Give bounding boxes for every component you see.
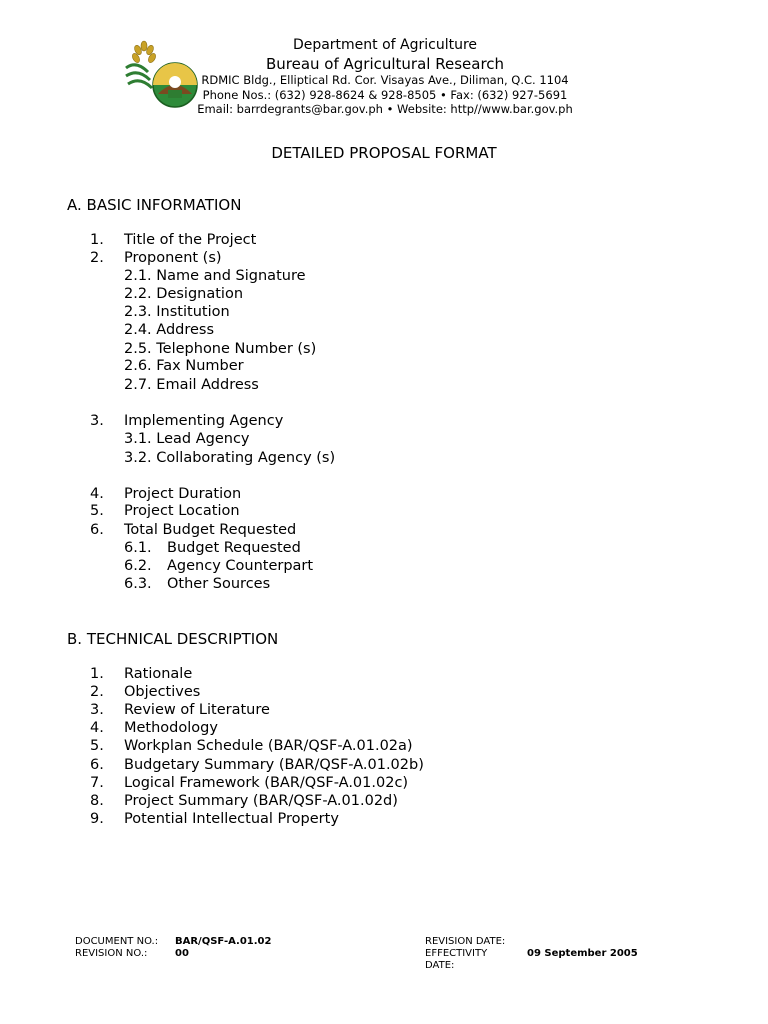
email-website: Email: barrdegrants@bar.gov.ph • Website: http//www.bar.gov.ph [197, 102, 573, 116]
sub-list-item: 2.4. Address [124, 322, 215, 338]
list-item: 6. Budgetary Summary (BAR/QSF-A.01.02b) [90, 757, 424, 773]
list-item: 6. Total Budget Requested [90, 522, 297, 538]
list-item: 4. Project Duration [90, 486, 242, 502]
department-name: Department of Agriculture [292, 37, 478, 53]
list-item: 1. Rationale [90, 666, 193, 682]
rev-no-label: REVISION NO.: [75, 948, 148, 959]
sub-list-item: 3.2. Collaborating Agency (s) [124, 450, 336, 466]
sub-list-item: 6.3. Other Sources [124, 576, 271, 592]
doc-no-label: DOCUMENT NO.: [75, 936, 159, 947]
sub-list-item: 2.6. Fax Number [124, 358, 244, 374]
list-item: 4. Methodology [90, 720, 218, 736]
list-item: 5. Project Location [90, 503, 240, 519]
section-b-heading: B. TECHNICAL DESCRIPTION [67, 630, 279, 648]
sub-list-item: 2.5. Telephone Number (s) [124, 341, 317, 357]
list-item: 7. Logical Framework (BAR/QSF-A.01.02c) [90, 775, 409, 791]
sub-list-item: 2.3. Institution [124, 304, 230, 320]
address: RDMIC Bldg., Elliptical Rd. Cor. Visayas Ave., Diliman, Q.C. 1104 [201, 73, 569, 87]
rev-date-label: REVISION DATE: [425, 936, 506, 947]
sub-list-item: 2.7. Email Address [124, 377, 259, 393]
rev-no-value: 00 [175, 948, 189, 959]
document-title: DETAILED PROPOSAL FORMAT [271, 144, 497, 162]
list-item: 8. Project Summary (BAR/QSF-A.01.02d) [90, 793, 398, 809]
doc-no-value: BAR/QSF-A.01.02 [175, 936, 272, 947]
list-item: 2. Proponent (s) [90, 250, 222, 266]
list-item: 1. Title of the Project [90, 232, 257, 248]
section-a-heading: A. BASIC INFORMATION [67, 196, 242, 214]
sub-list-item: 6.2. Agency Counterpart [124, 558, 314, 574]
sub-list-item: 2.2. Designation [124, 286, 244, 302]
list-item: 2. Objectives [90, 684, 201, 700]
sub-list-item: 2.1. Name and Signature [124, 268, 306, 284]
effectivity-date-label: DATE: [425, 960, 455, 971]
list-item: 5. Workplan Schedule (BAR/QSF-A.01.02a) [90, 738, 413, 754]
list-item: 9. Potential Intellectual Property [90, 811, 339, 827]
sub-list-item: 6.1. Budget Requested [124, 540, 301, 556]
bureau-name: Bureau of Agricultural Research [265, 55, 505, 73]
effectivity-date-value: 09 September 2005 [527, 948, 638, 959]
list-item: 3. Implementing Agency [90, 413, 284, 429]
sub-list-item: 3.1. Lead Agency [124, 431, 250, 447]
list-item: 3. Review of Literature [90, 702, 270, 718]
effectivity-label: EFFECTIVITY [425, 948, 488, 959]
phone-fax: Phone Nos.: (632) 928-8624 & 928-8505 • Fax: (632) 927-5691 [202, 88, 568, 102]
